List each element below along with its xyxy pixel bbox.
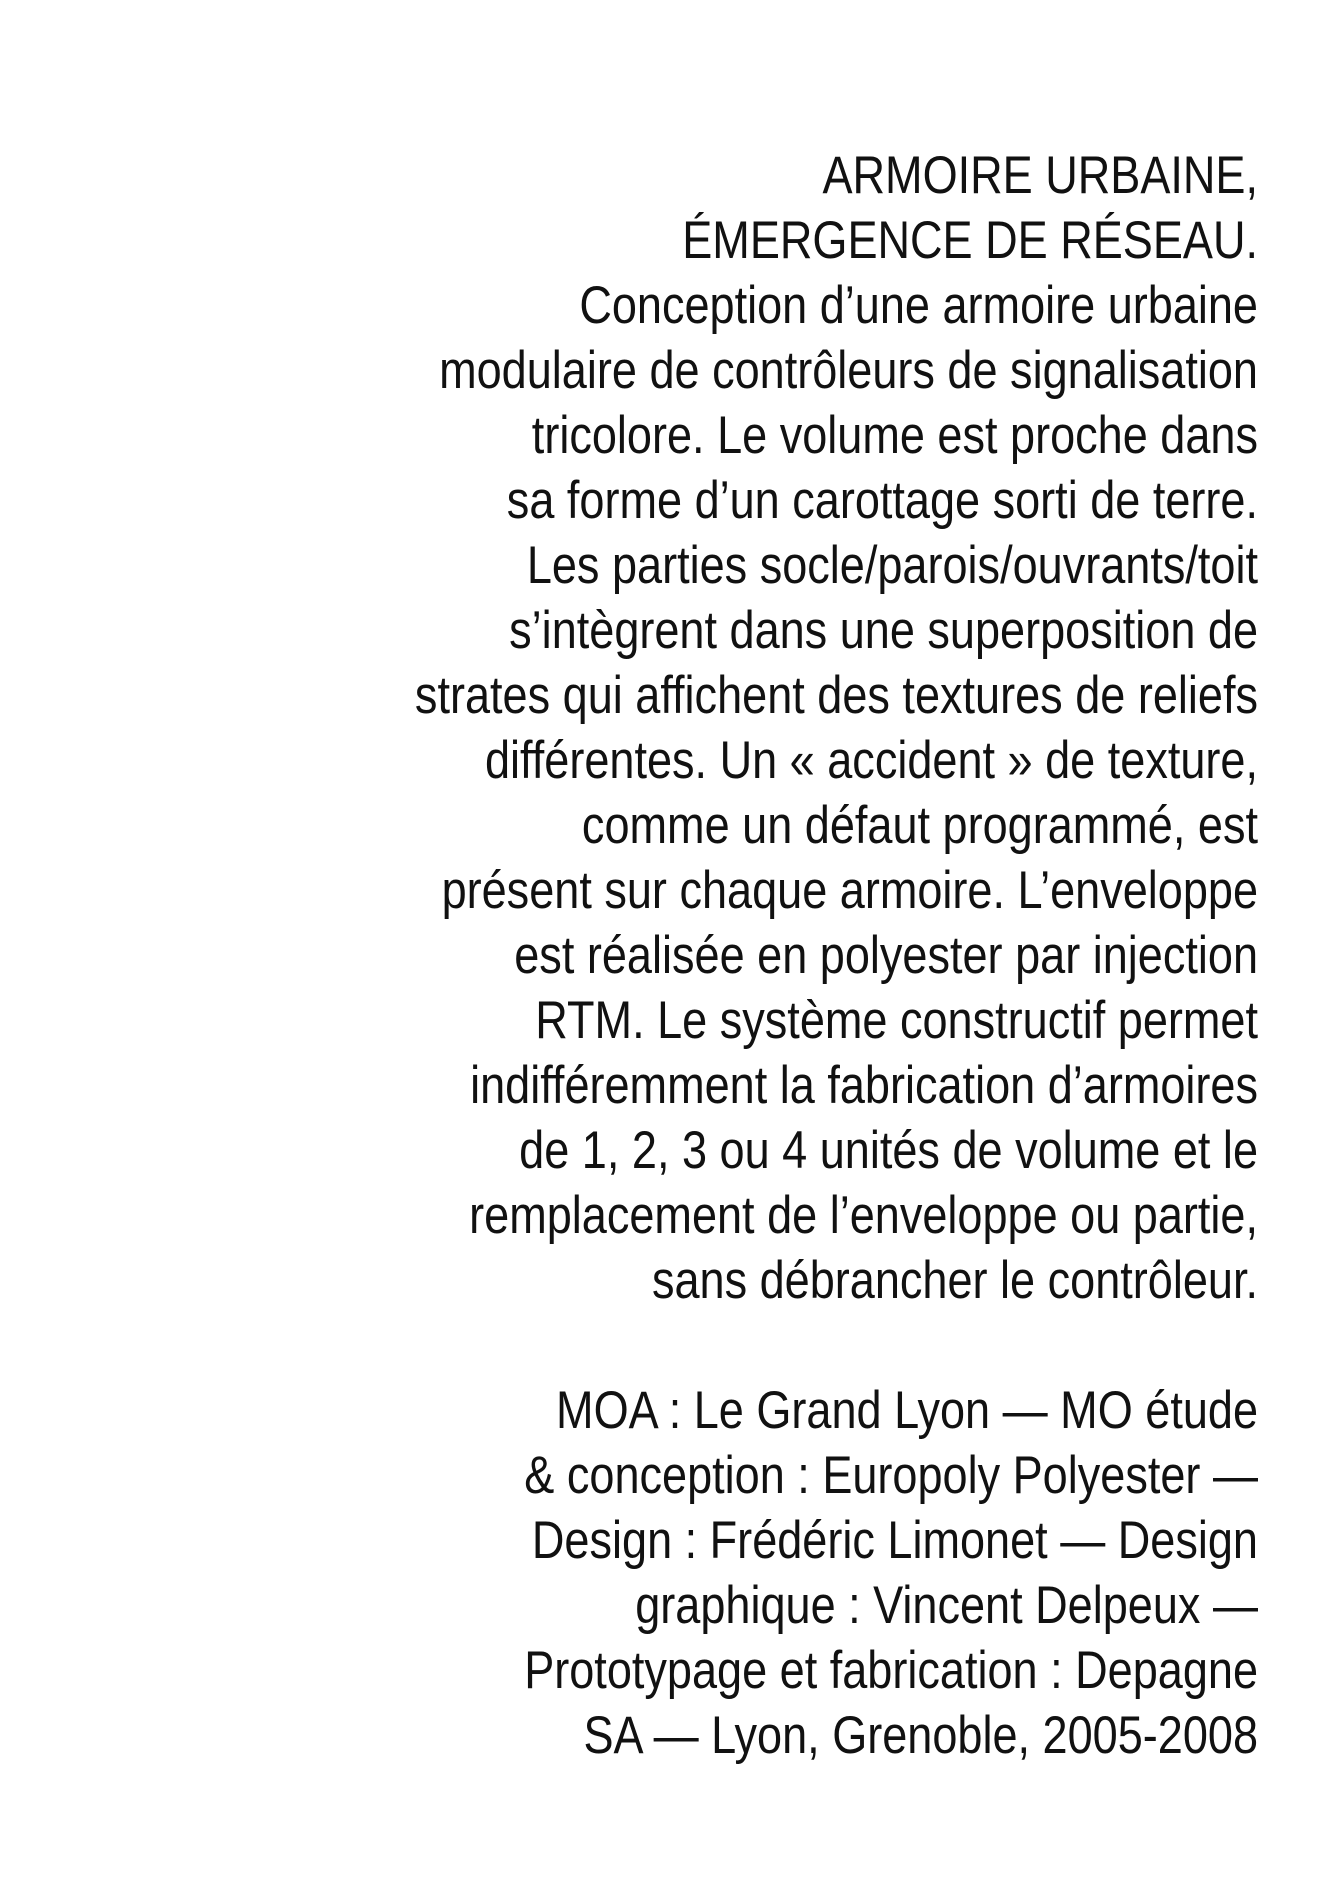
description-line: s’intègrent dans une superposition de <box>509 601 1258 660</box>
description-line: sa forme d’un carottage sorti de terre. <box>506 471 1259 530</box>
project-credits <box>158 1378 1258 1768</box>
description-line: indifféremment la fabrication d’armoires <box>470 1056 1258 1115</box>
description-line: RTM. Le système constructif permet <box>535 991 1258 1050</box>
title-line: ARMOIRE URBAINE, <box>822 146 1258 205</box>
project-description <box>158 143 1258 1313</box>
title-line: ÉMERGENCE DE RÉSEAU. <box>682 211 1258 270</box>
credits-line: MOA : Le Grand Lyon — MO étude <box>556 1381 1258 1440</box>
credits-line: SA — Lyon, Grenoble, 2005-2008 <box>583 1706 1258 1765</box>
credits-line: Prototypage et fabrication : Depagne <box>524 1641 1258 1700</box>
description-line: modulaire de contrôleurs de signalisation <box>439 341 1258 400</box>
description-line: sans débrancher le contrôleur. <box>651 1251 1258 1310</box>
credits-line: Design : Frédéric Limonet — Design <box>531 1511 1258 1570</box>
description-line: tricolore. Le volume est proche dans <box>531 406 1258 465</box>
description-line: strates qui affichent des textures de reliefs <box>414 666 1258 725</box>
description-line: remplacement de l’enveloppe ou partie, <box>469 1186 1258 1245</box>
credits-line: & conception : Europoly Polyester — <box>524 1446 1258 1505</box>
description-line: de 1, 2, 3 ou 4 unités de volume et le <box>519 1121 1258 1180</box>
description-line: différentes. Un « accident » de texture, <box>484 731 1258 790</box>
description-line: présent sur chaque armoire. L’enveloppe <box>441 861 1258 920</box>
description-line: Les parties socle/parois/ouvrants/toit <box>526 536 1258 595</box>
credits-line: graphique : Vincent Delpeux — <box>635 1576 1258 1635</box>
description-line: est réalisée en polyester par injection <box>514 926 1258 985</box>
description-line: comme un défaut programmé, est <box>581 796 1258 855</box>
description-line: Conception d’une armoire urbaine <box>579 276 1258 335</box>
